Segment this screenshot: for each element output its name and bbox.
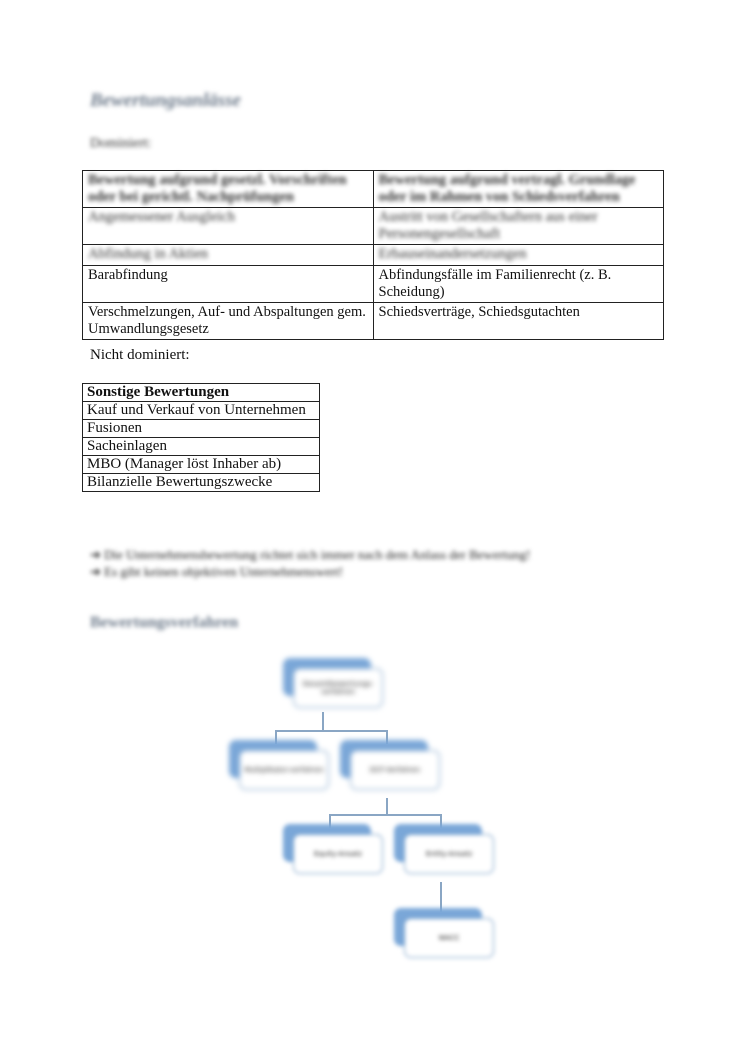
node-multiplikatorverfahren: Multiplikator-verfahren: [239, 750, 329, 790]
table-header-cell: Sonstige Bewertungen: [83, 384, 320, 402]
heading-bewertungsanlaesse: Bewertungsanlässe: [90, 90, 241, 111]
table-row: [83, 456, 320, 474]
node-equity-ansatz: Equity-Ansatz: [293, 834, 383, 874]
node-entity-ansatz: Entity-Ansatz: [404, 834, 494, 874]
table-header-row: [83, 171, 664, 208]
table-cell: Sacheinlagen: [83, 438, 320, 456]
table-nicht-dominiert: [82, 383, 320, 492]
connector-line: [275, 730, 387, 732]
table-cell: Schiedsverträge, Schiedsgutachten: [373, 303, 664, 340]
table-cell: Kauf und Verkauf von Unternehmen: [83, 402, 320, 420]
table-row: [83, 208, 664, 245]
label-nicht-dominiert: Nicht dominiert:: [90, 347, 190, 363]
table-row: [83, 474, 320, 492]
table-cell: Barabfindung: [83, 266, 374, 303]
table-cell: Angemessener Ausgleich: [83, 208, 374, 245]
note-line: ➔ Die Unternehmensbewertung richtet sich immer nach dem Anlass der Bewertung!: [90, 547, 531, 562]
table-cell: Erbauseinandersetzungen: [373, 245, 664, 266]
table-cell: Abfindung in Aktien: [83, 245, 374, 266]
table-dominiert: [82, 170, 664, 340]
heading-bewertungsverfahren: Bewertungsverfahren: [90, 614, 239, 631]
table-cell: Bilanzielle Bewertungszwecke: [83, 474, 320, 492]
connector-line: [329, 814, 441, 816]
hierarchy-diagram: [225, 650, 510, 985]
table-cell: Abfindungsfälle im Familienrecht (z. B. Scheidung): [373, 266, 664, 303]
table-header-cell: Bewertung aufgrund vertragl. Grundlage oder im Rahmen von Schiedsverfahren: [373, 171, 664, 208]
table-cell: Verschmelzungen, Auf- und Abspaltungen gem. Umwandlungsgesetz: [83, 303, 374, 340]
table-cell: Fusionen: [83, 420, 320, 438]
label-dominiert: Dominiert:: [90, 136, 152, 151]
table-row: [83, 420, 320, 438]
table-row: [83, 438, 320, 456]
table-header-cell: Bewertung aufgrund gesetzl. Vorschriften oder bei gerichtl. Nachprüfungen: [83, 171, 374, 208]
connector-line: [322, 712, 324, 730]
table-row: [83, 303, 664, 340]
node-dcf-verfahren: DCF-Verfahren: [350, 750, 440, 790]
notes-block: [90, 546, 530, 580]
table-header-row: [83, 384, 320, 402]
table-cell: Austritt von Gesellschaftern aus einer Personengesellschaft: [373, 208, 664, 245]
table-cell: MBO (Manager löst Inhaber ab): [83, 456, 320, 474]
note-line: ➔ Es gibt keinen objektiven Unternehmenswert!: [90, 564, 344, 579]
node-gesamtbewertungsverfahren: Gesamtbewertungs-verfahren: [293, 668, 383, 708]
table-row: [83, 245, 664, 266]
connector-line: [386, 798, 388, 814]
table-row: [83, 402, 320, 420]
table-row: [83, 266, 664, 303]
node-wacc: WACC: [404, 918, 494, 958]
